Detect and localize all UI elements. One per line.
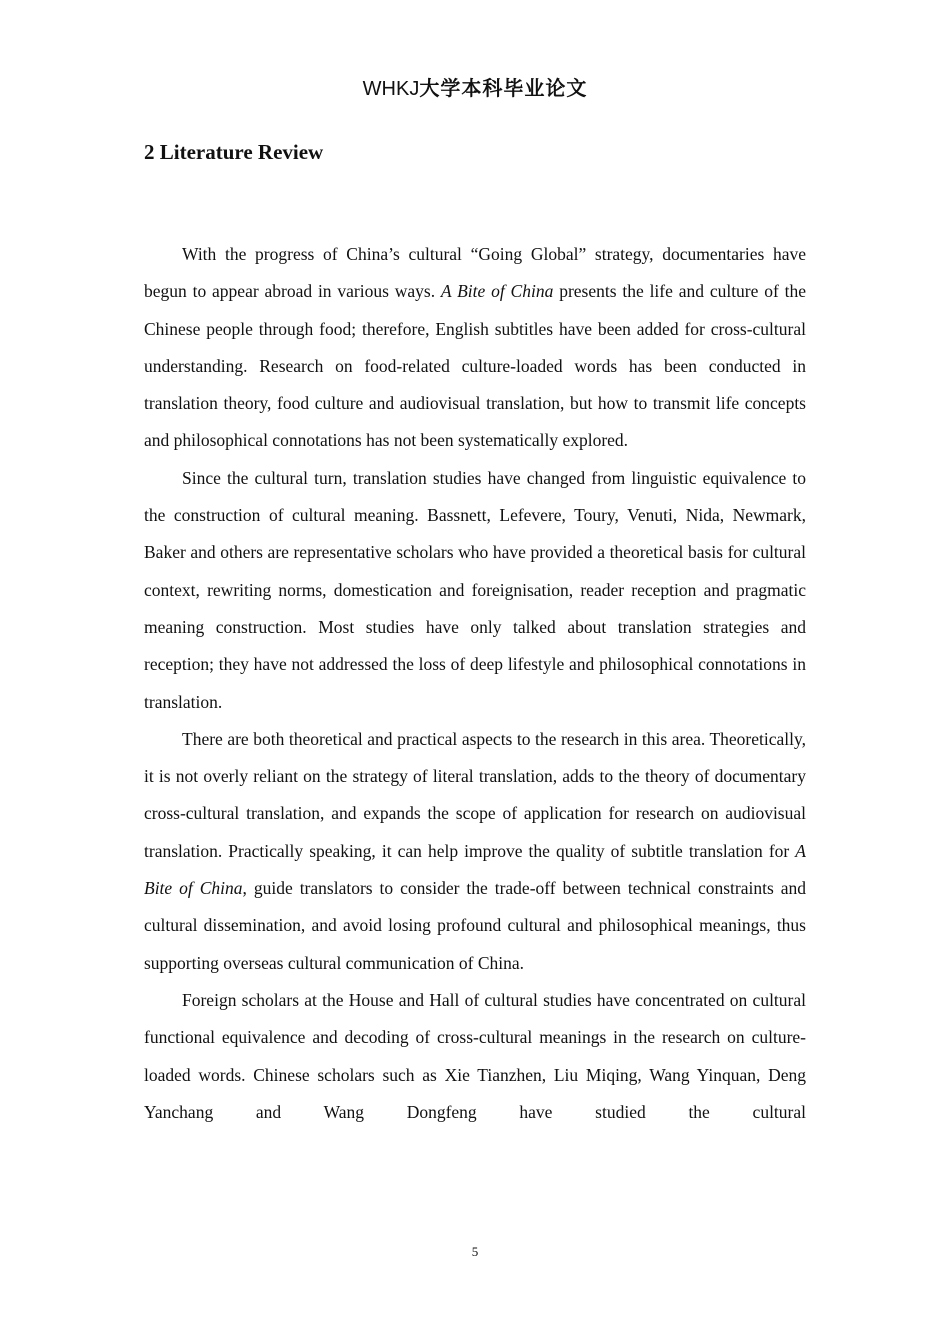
- paragraph-3-part-1: There are both theoretical and practical aspects to the research in this area. Theoretically, it is not overly reliant on the strategy of literal translation, adds to the theory of documentary cross-cultural translation, and expands the scope of application for research on audiovisual translation. Practically speaking, it can help improve the quality of subtitle translation for: [144, 728, 806, 861]
- documentary-title: A Bite of China: [440, 281, 554, 302]
- paragraph-3: [144, 721, 806, 982]
- paragraph-1: [144, 236, 806, 460]
- paragraph-1-part-1: With the progress of China’s cultural “Going Global” strategy, documentaries have begun to appear abroad in various ways.: [144, 244, 806, 302]
- paragraph-1-part-2: presents the life and culture of the Chinese people through food; therefore, English subtitles have been added for cross-cultural understanding. Research on food-related culture-loaded words has been conducted in translation theory, food culture and audiovisual translation, but how to transmit life concepts and philosophical connotations has not been systematically explored.: [144, 281, 807, 451]
- paragraph-4: Foreign scholars at the House and Hall of cultural studies have concentrated on cultural functional equivalence and decoding of cross-cultural meanings in the research on culture-loaded words. Chinese scholars such as Xie Tianzhen, Liu Miqing, Wang Yinquan, Deng Yanchang and Wang Dongfeng have studied the cultural: [144, 989, 806, 1122]
- paragraph-2: Since the cultural turn, translation studies have changed from linguistic equivalence to the construction of cultural meaning. Bassnett, Lefevere, Toury, Venuti, Nida, Newmark, Baker and others are representative scholars who have provided a theoretical basis for cultural context, rewriting norms, domestication and foreignisation, reader reception and pragmatic meaning construction. Most studies have only talked about translation strategies and reception; they have not addressed the loss of deep lifestyle and philosophical connotations in translation.: [144, 467, 806, 712]
- body-text: [144, 236, 806, 1131]
- header-thesis-label: 大学本科毕业论文: [419, 76, 588, 100]
- running-header: [0, 72, 950, 101]
- documentary-title: A Bite of China: [144, 840, 806, 899]
- paragraph-3-part-2: , guide translators to consider the trade-off between technical constraints and cultural dissemination, and avoid losing profound cultural and philosophical meanings, thus supporting overseas cultural communication of China.: [144, 878, 807, 973]
- page-number: 5: [471, 1244, 479, 1259]
- header-institution-code: WHKJ: [362, 78, 420, 100]
- section-heading: 2 Literature Review: [144, 140, 324, 164]
